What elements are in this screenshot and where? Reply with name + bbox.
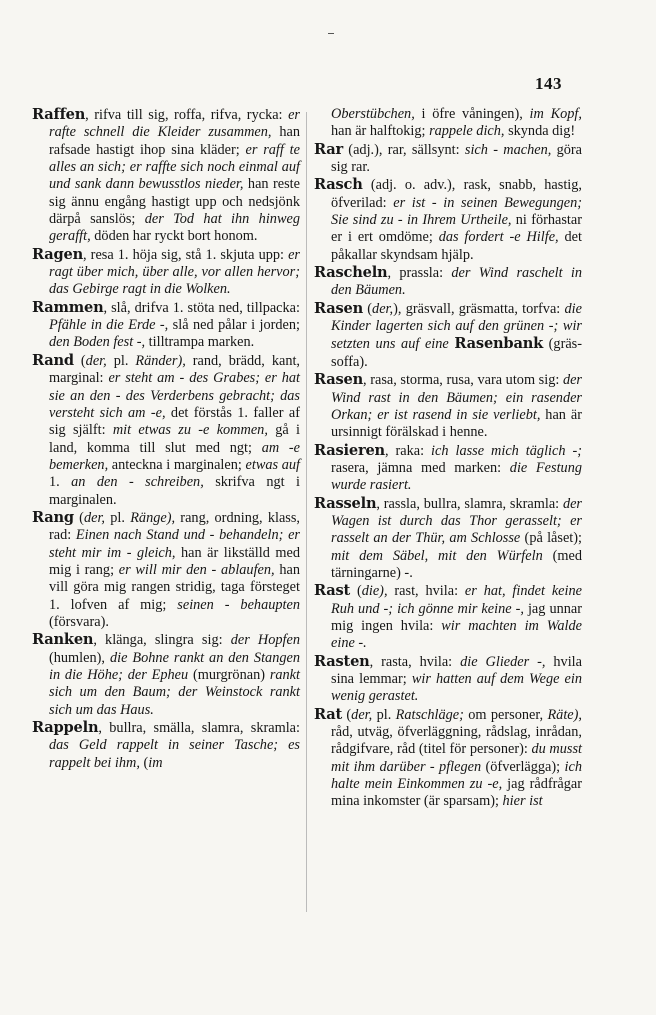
dictionary-entry xyxy=(314,176,582,264)
definition-text: gå i land, komma till slut med ngt; xyxy=(49,422,300,456)
dictionary-entry xyxy=(314,582,582,652)
definition-text: ), gräsvall, gräsmatta, torfva: xyxy=(393,300,565,317)
definition-text: jag rådfrågar mina inkomster (är sparsam); xyxy=(331,776,582,810)
definition-text: råd, utväg, öfverläggning, rådslag, inrådan, rådgifvare, råd (titel för personer): xyxy=(331,724,582,758)
definition-text: han reste sig ännu engång hastigt upp och nedsjönk därpå sanslös; xyxy=(49,176,300,228)
definition-text: döden har ryckt bort honom. xyxy=(90,228,258,245)
german-example-text: er ragt über mich, über alle, vor allen hervor; das Gebirge ragt in die Wolken. xyxy=(49,246,300,298)
dictionary-entry xyxy=(32,631,300,719)
column-divider xyxy=(306,112,307,912)
german-example-text: das Geld rappelt in seiner Tasche; es rappelt bei ihm, xyxy=(49,737,300,771)
german-example-text: Ränder), xyxy=(135,352,186,369)
headword: Rappeln xyxy=(32,719,99,737)
headword: Rasten xyxy=(314,652,370,670)
definition-text: (adj.), rar, sällsynt: xyxy=(343,141,465,158)
definition-text: ( xyxy=(350,583,362,600)
definition-text: (med tärningarne) -. xyxy=(331,547,582,581)
german-example-text: hier ist xyxy=(502,793,543,810)
german-example-text: er will mir den - ablaufen, xyxy=(118,561,275,578)
definition-text: pl. xyxy=(372,706,396,723)
headword: Rand xyxy=(32,351,74,369)
compound-headword: Rasenbank xyxy=(454,335,544,353)
left-column xyxy=(32,106,300,772)
dictionary-entry xyxy=(32,352,300,509)
definition-text: , slå, drifva 1. stöta ned, tillpacka: xyxy=(103,299,300,316)
definition-text: (adj. o. adv.), rask, snabb, hastig, öfverilad: xyxy=(331,177,582,211)
dictionary-entry xyxy=(32,299,300,352)
definition-text: ni förhastar er i ert omdöme; xyxy=(331,212,582,246)
definition-text: (försvara). xyxy=(49,613,109,630)
definition-text: rasera, jämna med marken: xyxy=(331,459,510,476)
right-column xyxy=(314,106,582,811)
headword: Raffen xyxy=(32,106,86,123)
german-example-text: der Wind rast in den Bäumen; ein rasender Orkan; er ist rasend in sie verliebt, xyxy=(331,372,582,423)
german-example-text: der Tod hat ihn hinweg gerafft, xyxy=(49,211,300,245)
headword: Rasen xyxy=(314,299,364,317)
headword: Rasen xyxy=(314,371,364,389)
dictionary-entry xyxy=(314,706,582,811)
definition-text: , bullra, smälla, slamra, skramla: xyxy=(98,720,300,737)
german-example-text: wir machten im Walde eine -. xyxy=(331,617,582,652)
german-example-text: der, xyxy=(85,352,107,369)
german-example-text: seinen - behaupten xyxy=(177,596,300,613)
german-example-text: er hat, findet keine Ruh und -; ich gönne mir keine -, xyxy=(331,583,582,617)
german-example-text: die Festung wurde rasiert. xyxy=(331,459,582,494)
german-example-text: Einen nach Stand und - behandeln; er steht mir im - gleich, xyxy=(49,527,300,561)
definition-text: jag unnar mig ingen hvila: xyxy=(331,600,583,634)
definition-text: han är ursinnigt förälskad i henne. xyxy=(331,406,582,441)
definition-text: 1. xyxy=(49,474,72,491)
german-example-text: der, xyxy=(351,706,373,723)
dictionary-entry xyxy=(32,106,300,246)
definition-text: (humlen), xyxy=(49,649,110,666)
german-example-text: mit dem Säbel, mit den Würfeln xyxy=(331,547,543,564)
definition-text: skrifva ngt i marginalen. xyxy=(49,474,300,508)
definition-text: han är likställd med mig i rang; xyxy=(49,544,300,578)
definition-text: , rifva till sig, roffa, rifva, rycka: xyxy=(85,107,289,123)
headword: Ragen xyxy=(32,245,84,263)
definition-text: (murgrönan) xyxy=(188,667,270,683)
german-example-text: rappele dich, xyxy=(429,123,505,140)
definition-text: rang, ordning, klass, rad: xyxy=(49,509,300,544)
dictionary-entry xyxy=(32,509,300,631)
dictionary-entry xyxy=(32,246,300,299)
headword: Rat xyxy=(314,705,343,723)
german-example-text: etwas auf xyxy=(245,456,300,473)
dictionary-entry xyxy=(314,141,582,177)
german-example-text: Oberstübchen, xyxy=(331,106,415,122)
definition-text: rand, brädd, kant, marginal: xyxy=(49,352,301,387)
german-example-text: der Wind raschelt in den Bäumen. xyxy=(331,265,582,299)
definition-text: göra sig rar. xyxy=(331,141,582,176)
definition-text: ( xyxy=(342,706,352,723)
definition-text: ( xyxy=(363,300,373,317)
definition-text: , resa 1. höja sig, stå 1. skjuta upp: xyxy=(83,246,289,263)
german-example-text: die Kinder lagerten sich auf den grünen -; wir setzten uns auf eine xyxy=(331,300,582,353)
definition-text: rast, hvila: xyxy=(387,583,465,600)
headword: Rascheln xyxy=(314,264,388,282)
german-example-text: am -e bemerken, xyxy=(49,439,301,473)
definition-text: det påkallar skyndsam hjälp. xyxy=(331,229,582,263)
headword: Rar xyxy=(314,140,344,158)
definition-text: i öfre våningen), xyxy=(414,106,530,122)
german-example-text: die), xyxy=(361,583,388,600)
definition-text: , prassla: xyxy=(387,265,452,282)
definition-text: ( xyxy=(73,509,84,526)
german-example-text: der, xyxy=(372,300,394,317)
german-example-text: er rafte schnell die Kleider zusammen, xyxy=(49,107,300,141)
definition-text: (gräs-soffa). xyxy=(331,336,583,370)
german-example-text: die Glieder -, xyxy=(460,653,546,670)
german-example-text: ich lasse mich täglich -; xyxy=(431,442,582,459)
definition-text: han vill göra mig rangen stridig, taga försteget 1. lofven af mig; xyxy=(49,561,300,613)
dictionary-entry xyxy=(314,371,582,441)
dictionary-entry xyxy=(314,495,582,583)
definition-text: , raka: xyxy=(384,442,432,459)
german-example-text: wir hatten auf dem Wege ein wenig gerastet. xyxy=(331,671,582,705)
german-example-text: mit etwas zu -e kommen, xyxy=(112,422,268,439)
top-mark xyxy=(328,33,334,34)
german-example-text: er raff te alles an sich; er raffte sich noch einmal auf und sank dann bewusstlos nieder, xyxy=(49,141,300,193)
dictionary-entry xyxy=(314,106,582,141)
dictionary-entry xyxy=(314,300,582,371)
german-example-text: ich halte mein Einkommen zu -e, xyxy=(331,758,582,793)
german-example-text: an den - schreiben, xyxy=(71,474,204,491)
definition-text: han rafsade hastigt ihop sina kläder; xyxy=(49,124,300,158)
german-example-text: den Boden fest -, xyxy=(49,334,146,351)
german-example-text: Ratschläge; xyxy=(395,706,464,723)
german-example-text: der Hopfen xyxy=(230,632,300,649)
headword: Rasseln xyxy=(314,494,377,512)
german-example-text: der Wagen ist durch das Thor gerasselt; er rasselt an der Thür, am Schlosse xyxy=(331,495,582,547)
definition-text: pl. xyxy=(105,509,131,526)
definition-text: tilltrampa marken. xyxy=(145,334,255,351)
german-example-text: im Kopf, xyxy=(529,106,582,122)
definition-text: ( xyxy=(73,352,86,369)
page-number: 143 xyxy=(535,74,562,93)
german-example-text: sich - machen, xyxy=(464,141,552,158)
dictionary-entry xyxy=(314,442,582,495)
definition-text: det förstås 1. faller af sig själft: xyxy=(49,404,300,439)
german-example-text: Pfähle in die Erde -, xyxy=(49,317,169,334)
german-example-text: Räte), xyxy=(547,706,582,723)
dictionary-entry xyxy=(314,264,582,300)
headword: Rast xyxy=(314,582,351,600)
german-example-text: du musst mit ihm darüber - pflegen xyxy=(331,741,582,775)
dictionary-entry xyxy=(314,653,582,706)
german-example-text: rankt sich um den Baum; der Weinstock rankt sich um das Haus. xyxy=(49,667,300,718)
definition-text: anteckna i marginalen; xyxy=(108,456,246,473)
definition-text: , rassla, bullra, slamra, skramla: xyxy=(376,495,563,512)
german-example-text: im xyxy=(148,754,163,771)
definition-text: om personer, xyxy=(463,706,548,723)
headword: Rasch xyxy=(314,176,363,194)
german-example-text: die Bohne rankt an den Stangen in die Höhe; der Epheu xyxy=(49,649,300,683)
headword: Rammen xyxy=(32,298,104,316)
definition-text: slå ned pålar i jorden; xyxy=(168,317,300,334)
german-example-text: das fordert -e Hilfe, xyxy=(438,229,559,246)
definition-text: (på låset); xyxy=(520,530,582,547)
definition-text: han är halftokig; xyxy=(331,123,430,140)
definition-text: , rasta, hvila: xyxy=(369,653,461,670)
german-example-text: er ist - in seinen Bewegungen; Sie sind zu - in Ihrem Urtheile, xyxy=(331,194,582,229)
german-example-text: der, xyxy=(83,509,106,526)
german-example-text: Ränge), xyxy=(130,509,176,526)
definition-text: (öfverlägga); xyxy=(481,758,565,775)
definition-text: , rasa, storma, rusa, vara utom sig: xyxy=(363,372,563,389)
definition-text: pl. xyxy=(106,352,136,369)
definition-text: ( xyxy=(139,754,149,771)
headword: Ranken xyxy=(32,631,94,649)
definition-text: skynda dig! xyxy=(504,123,576,140)
german-example-text: er steht am - des Grabes; er hat sie an den - des Verderbens gebracht; das versteht sich am -e, xyxy=(49,370,300,421)
definition-text: , klänga, slingra sig: xyxy=(93,632,231,649)
headword: Rasieren xyxy=(314,441,385,459)
definition-text: hvila sina lemmar; xyxy=(331,653,582,687)
dictionary-entry xyxy=(32,719,300,772)
headword: Rang xyxy=(32,508,74,526)
